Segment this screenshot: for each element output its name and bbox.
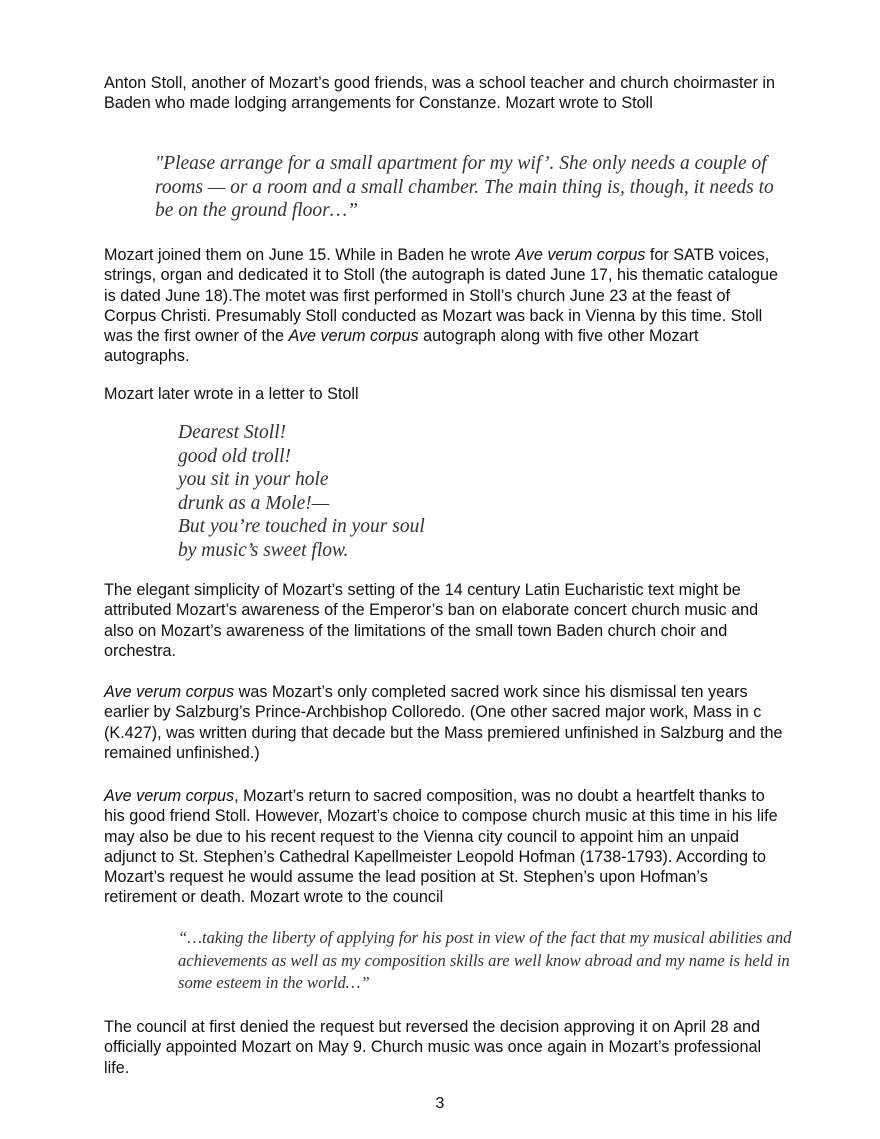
quote-council-letter: “…taking the liberty of applying for his post in view of the fact that my musical abilities and achievements as well as my composition skills are well know abroad and my name is held in some esteem in the world…”: [178, 928, 792, 993]
work-title-italic: Ave verum corpus: [515, 246, 646, 264]
work-title-italic: Ave verum corpus: [104, 787, 235, 805]
paragraph-return-to-sacred: [104, 786, 784, 908]
paragraph-ave-verum-baden: [104, 245, 784, 367]
poem-line: good old troll!: [178, 445, 292, 467]
text-run: , Mozart’s return to sacred composition, was no doubt a heartfelt thanks to his good friend Stoll. However, Mozart’s choice to compose church music at this time in his life may also be due to his recent request to the Vienna city council to appoint him an unpaid adjunct to St. Stephen’s Cathedral Kapellmeister Leopold Hofman (1738-1793). According to Mozart’s request he would assume the lead position at St. Stephen’s upon Hofman’s retirement or death. Mozart wrote to the council: [104, 787, 778, 907]
work-title-italic: Ave verum corpus: [104, 683, 235, 701]
page-number: 3: [435, 1095, 445, 1112]
text-run: Mozart joined them on June 15. While in Baden he wrote: [104, 246, 516, 264]
paragraph-council-decision: The council at first denied the request but reversed the decision approving it on April 28 and officially appointed Mozart on May 9. Church music was once again in Mozart’s professional life.: [104, 1018, 762, 1077]
text-run: for SATB voices, strings, organ and dedicated it to Stoll (the autograph is dated June 17, his thematic catalogue is dated June 18).The motet was first performed in Stoll’s church June 23 at the feast of Corpus Christi. Presumably Stoll conducted as Mozart was back in Vienna by this time. Stoll was the first owner of the: [104, 246, 779, 346]
poem-line: you sit in your hole: [178, 469, 329, 491]
text-run: was Mozart’s only completed sacred work since his dismissal ten years earlier by Salzburg’s Prince-Archbishop Colloredo. (One other sacred major work, Mass in c (K.427), was written during that decade but the Mass premiered unfinished in Salzburg and the remained unfinished.): [104, 683, 783, 762]
poem-line: Dearest Stoll!: [178, 422, 287, 443]
work-title-italic: Ave verum corpus: [288, 327, 419, 346]
paragraph-elegant-simplicity: The elegant simplicity of Mozart’s setting of the 14 century Latin Eucharistic text might be attributed Mozart’s awareness of the Emperor’s ban on elaborate concert church music and also on Mozart’s awareness of the limitations of the small town Baden church choir and orchestra.: [104, 581, 759, 660]
poem-line: But you’re touched in your soul: [178, 516, 425, 538]
quote-apartment-request: "Please arrange for a small apartment for my wif’. She only needs a couple of rooms — or a room and a small chamber. The main thing is, though, it needs to be on the ground floor…”: [155, 153, 774, 222]
poem-line: by music’s sweet flow.: [178, 539, 349, 561]
poem-to-stoll: [178, 421, 578, 563]
poem-line: drunk as a Mole!—: [178, 492, 330, 514]
paragraph-stoll-intro: Anton Stoll, another of Mozart’s good friends, was a school teacher and church choirmaster in Baden who made lodging arrangements for Constanze. Mozart wrote to Stoll: [104, 74, 775, 113]
text-run: autograph along with five other Mozart autographs.: [104, 327, 699, 366]
paragraph-letter-intro: Mozart later wrote in a letter to Stoll: [104, 385, 359, 403]
paragraph-only-sacred-work: [104, 682, 784, 763]
